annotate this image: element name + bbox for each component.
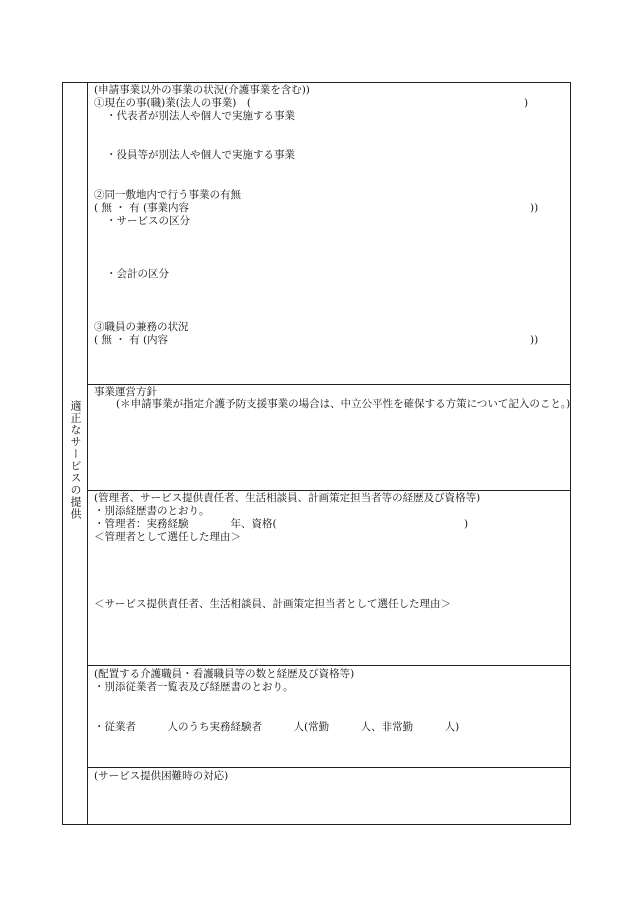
section1-heading: (申請事業以外の事業の状況(介護事業を含む)) — [94, 84, 310, 96]
item3-label: ③職員の兼務の状況 — [94, 321, 189, 333]
item3-choice: ( 無 ・ 有 (内容 — [94, 334, 169, 346]
section4-heading: (配置する介護職員・看護職員等の数と経歴及び資格等) — [94, 668, 355, 680]
officer-business-label: ・役員等が別法人や個人で実施する事業 — [106, 149, 295, 161]
manager-reason-label: ＜管理者として選任した理由＞ — [94, 531, 241, 543]
section5-heading: (サービス提供困難時の対応) — [94, 770, 229, 782]
section4-line2: ・従業者 人のうち実務経験者 人(常勤 人、非常勤 人) — [94, 721, 460, 733]
item1-label: ①現在の事(職)業(法人の事業) ( — [94, 97, 251, 109]
item2-close: )) — [530, 202, 539, 214]
item1-close: ) — [524, 97, 529, 109]
section-divider — [87, 767, 571, 768]
item2-label: ②同一敷地内で行う事業の有無 — [94, 189, 241, 201]
section-divider — [87, 490, 571, 491]
section3-line2-close: ) — [464, 518, 469, 530]
rep-business-label: ・代表者が別法人や個人で実施する事業 — [106, 110, 295, 122]
service-division-label: ・サービスの区分 — [106, 215, 190, 227]
section3-line2: ・管理者：実務経験 年、資格( — [94, 518, 277, 530]
section4-line1: ・別添従業者一覧表及び経歴書のとおり。 — [94, 681, 294, 693]
column-divider — [87, 82, 88, 825]
section2-note: (＊申請事業が指定介護予防支援事業の場合は、中立公平性を確保する方策について記入のこと。) — [116, 398, 571, 410]
section3-line1: ・別添経歴書のとおり。 — [94, 505, 210, 517]
item3-close: )) — [530, 334, 539, 346]
section-divider — [87, 384, 571, 385]
section-divider — [87, 665, 571, 666]
staff-reason-label: ＜サービス提供責任者、生活相談員、計画策定担当者として選任した理由＞ — [94, 598, 451, 610]
section3-heading: (管理者、サービス提供責任者、生活相談員、計画策定担当者等の経歴及び資格等) — [94, 492, 481, 504]
item2-choice: ( 無 ・ 有 (事業内容 — [94, 202, 190, 214]
account-division-label: ・会計の区分 — [106, 268, 169, 280]
side-label: 適正なサービスの提供 — [69, 400, 82, 520]
section2-heading: 事業運営方針 — [94, 386, 157, 398]
